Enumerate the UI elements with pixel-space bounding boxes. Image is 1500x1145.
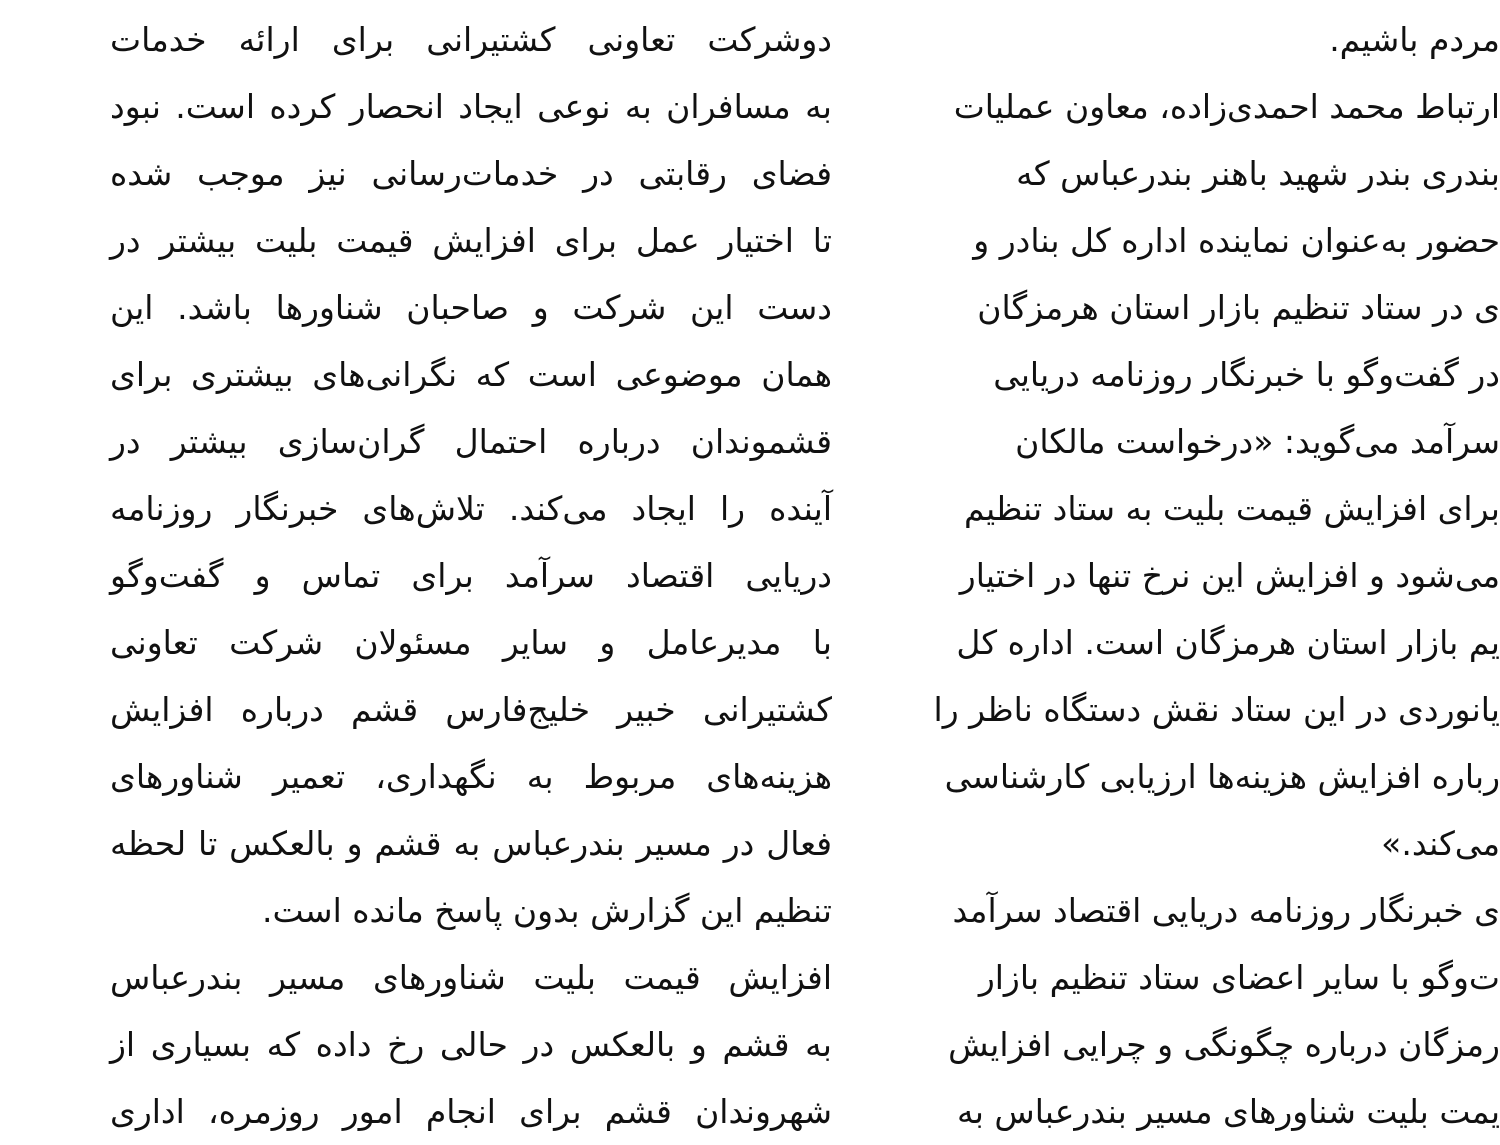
article-line: کشتیرانی خبیر خلیج‌فارس قشم درباره افزایش (110, 690, 832, 729)
article-line: هزینه‌های مربوط به نگهداری، تعمیر شناورهای (110, 757, 832, 796)
article-line: یم بازار استان هرمزگان است. اداره کل (956, 623, 1500, 662)
article-line: به قشم و بالعکس در حالی رخ داده که بسیاری از (110, 1025, 832, 1064)
article-line: قشموندان درباره احتمال گران‌سازی بیشتر در (110, 422, 832, 461)
article-line: افزایش قیمت بلیت شناورهای مسیر بندرعباس (110, 958, 832, 997)
article-column-right (908, 6, 1500, 1131)
article-line: می‌شود و افزایش این نرخ تنها در اختیار (959, 556, 1500, 595)
article-line-paragraph-end: تنظیم این گزارش بدون پاسخ مانده است. (262, 891, 832, 930)
article-line: برای افزایش قیمت بلیت به ستاد تنظیم (964, 489, 1500, 528)
article-line-paragraph-end: می‌کند.» (1381, 824, 1500, 863)
article-line: سرآمد می‌گوید: «درخواست مالکان (1015, 422, 1500, 461)
article-line: با مدیرعامل و سایر مسئولان شرکت تعاونی (110, 623, 832, 662)
article-line: آینده را ایجاد می‌کند. تلاش‌های خبرنگار روزنامه (110, 489, 832, 528)
article-line: فضای رقابتی در خدمات‌رسانی نیز موجب شده (110, 154, 832, 193)
article-line: رباره افزایش هزینه‌ها ارزیابی کارشناسی (944, 757, 1500, 796)
article-line-cut-off: شهروندان قشم برای انجام امور روزمره، اداری (110, 1092, 832, 1131)
article-line: دریایی اقتصاد سرآمد برای تماس و گفت‌وگو (110, 556, 832, 595)
article-line: ی در ستاد تنظیم بازار استان هرمزگان (977, 288, 1500, 327)
article-line: به مسافران به نوعی ایجاد انحصار کرده است. نبود (110, 87, 832, 126)
article-line: حضور به‌عنوان نماینده اداره کل بنادر و (973, 221, 1500, 260)
article-line: یانوردی در این ستاد نقش دستگاه ناظر را (933, 690, 1500, 729)
article-line: دوشرکت تعاونی کشتیرانی برای ارائه خدمات (110, 20, 832, 59)
article-line: در گفت‌وگو با خبرنگار روزنامه دریایی (993, 355, 1500, 394)
article-line: مردم باشیم. (1329, 20, 1500, 59)
article-line: همان موضوعی است که نگرانی‌های بیشتری برای (110, 355, 832, 394)
article-line: ی خبرنگار روزنامه دریایی اقتصاد سرآمد (952, 891, 1500, 930)
article-column-left (110, 6, 832, 1131)
article-line: ارتباط محمد احمدی‌زاده، معاون عملیات (953, 87, 1500, 126)
article-line: رمزگان درباره چگونگی و چرایی افزایش (948, 1025, 1500, 1064)
article-line: فعال در مسیر بندرعباس به قشم و بالعکس تا لحظه (110, 824, 832, 863)
article-line: ت‌وگو با سایر اعضای ستاد تنظیم بازار (978, 958, 1500, 997)
article-line: دست این شرکت و صاحبان شناورها باشد. این (110, 288, 832, 327)
article-line: تا اختیار عمل برای افزایش قیمت بلیت بیشتر در (110, 221, 832, 260)
article-line-cut-off: یمت بلیت شناورهای مسیر بندرعباس به (957, 1092, 1500, 1131)
article-line: بندری بندر شهید باهنر بندرعباس که (1016, 154, 1500, 193)
